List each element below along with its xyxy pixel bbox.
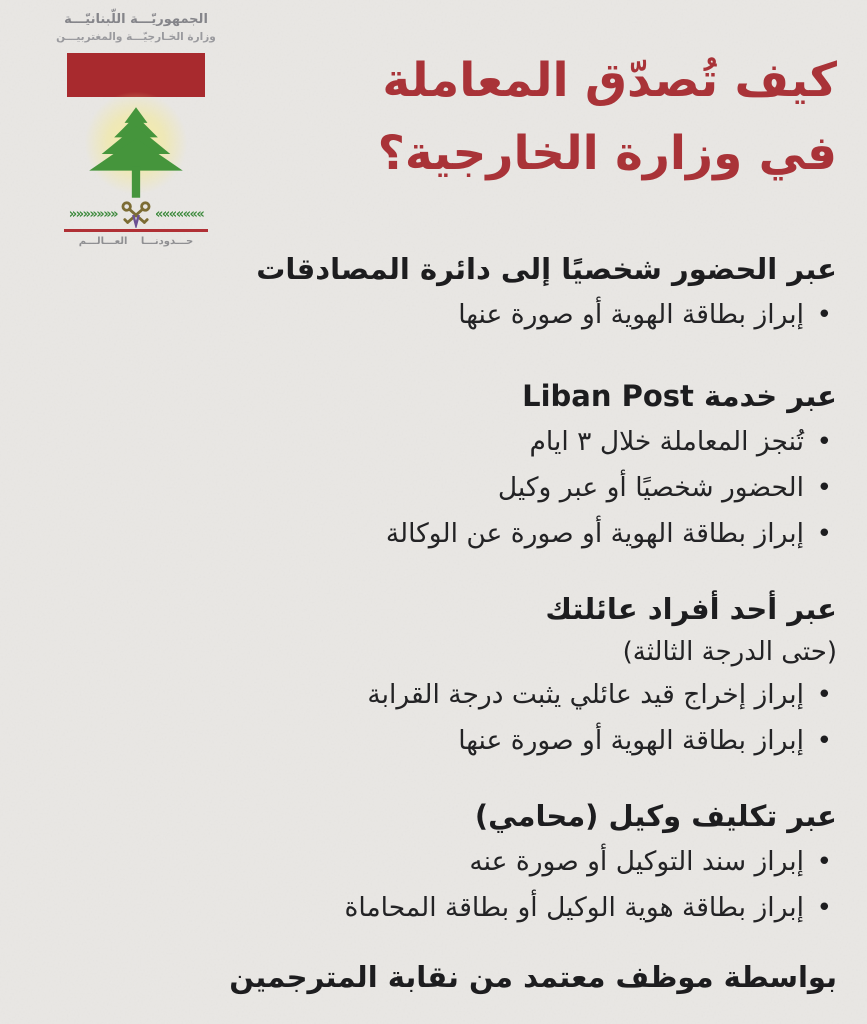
requirement-text: إبراز إخراج قيد عائلي يثبت درجة القرابة	[367, 678, 804, 710]
method-heading: عبر الحضور شخصيًا إلى دائرة المصادقات	[256, 251, 837, 286]
footer-note: بواسطة موظف معتمد من نقابة المترجمين	[229, 959, 837, 994]
ministry-name: وزارة الخـارجيّـــة والمغتربيـــن	[56, 31, 216, 43]
requirement-text: إبراز بطاقة الهوية أو صورة عنها	[458, 298, 804, 330]
requirement-item	[20, 885, 837, 931]
method-note: (حتى الدرجة الثالثة)	[622, 636, 837, 667]
method-section-family-member	[20, 587, 837, 764]
requirement-text: الحضور شخصيًا أو عبر وكيل	[497, 471, 804, 503]
title-line1: كيف تُصدّق المعاملة	[382, 53, 837, 108]
requirements-list	[20, 672, 837, 764]
bullet-icon: •	[816, 679, 832, 710]
laurel-left-icon: »»»»»»»	[68, 206, 117, 222]
method-heading: عبر خدمة Liban Post	[522, 378, 837, 413]
laurel-right-icon: «««««««	[155, 206, 204, 222]
requirement-item	[20, 511, 837, 557]
method-section-liban-post	[20, 374, 837, 557]
bullet-icon: •	[816, 426, 832, 457]
page-title	[20, 44, 837, 191]
requirement-text: إبراز بطاقة الهوية أو صورة عن الوكالة	[385, 517, 804, 549]
method-section-in-person	[20, 247, 837, 338]
motto-text: حـــدودنـــا العـــالـــم	[78, 236, 194, 247]
requirement-item	[20, 672, 837, 718]
republic-name: الجمهوريّـــة اللّبنانيّـــة	[64, 12, 208, 27]
bullet-icon: •	[816, 518, 832, 549]
requirements-list	[20, 419, 837, 557]
requirement-text: إبراز بطاقة الهوية أو صورة عنها	[458, 724, 804, 756]
bullet-icon: •	[816, 846, 832, 877]
requirement-text: إبراز سند التوكيل أو صورة عنه	[469, 845, 804, 877]
bullet-icon: •	[816, 892, 832, 923]
bullet-icon: •	[816, 472, 832, 503]
requirement-item	[20, 718, 837, 764]
requirement-item	[20, 839, 837, 885]
title-line2: في وزارة الخارجية؟	[377, 126, 837, 182]
method-heading: عبر أحد أفراد عائلتك	[545, 591, 837, 626]
requirement-item	[20, 465, 837, 511]
requirement-text: إبراز بطاقة هوية الوكيل أو بطاقة المحاماة	[344, 891, 804, 923]
bullet-icon: •	[816, 725, 832, 756]
requirements-list	[20, 292, 837, 338]
requirement-text: تُنجز المعاملة خلال ٣ ايام	[529, 425, 804, 457]
requirement-item	[20, 292, 837, 338]
requirements-list	[20, 839, 837, 931]
method-section-lawyer-agent	[20, 794, 837, 931]
bullet-icon: •	[816, 299, 832, 330]
requirement-item	[20, 419, 837, 465]
method-heading: عبر تكليف وكيل (محامي)	[474, 798, 837, 833]
